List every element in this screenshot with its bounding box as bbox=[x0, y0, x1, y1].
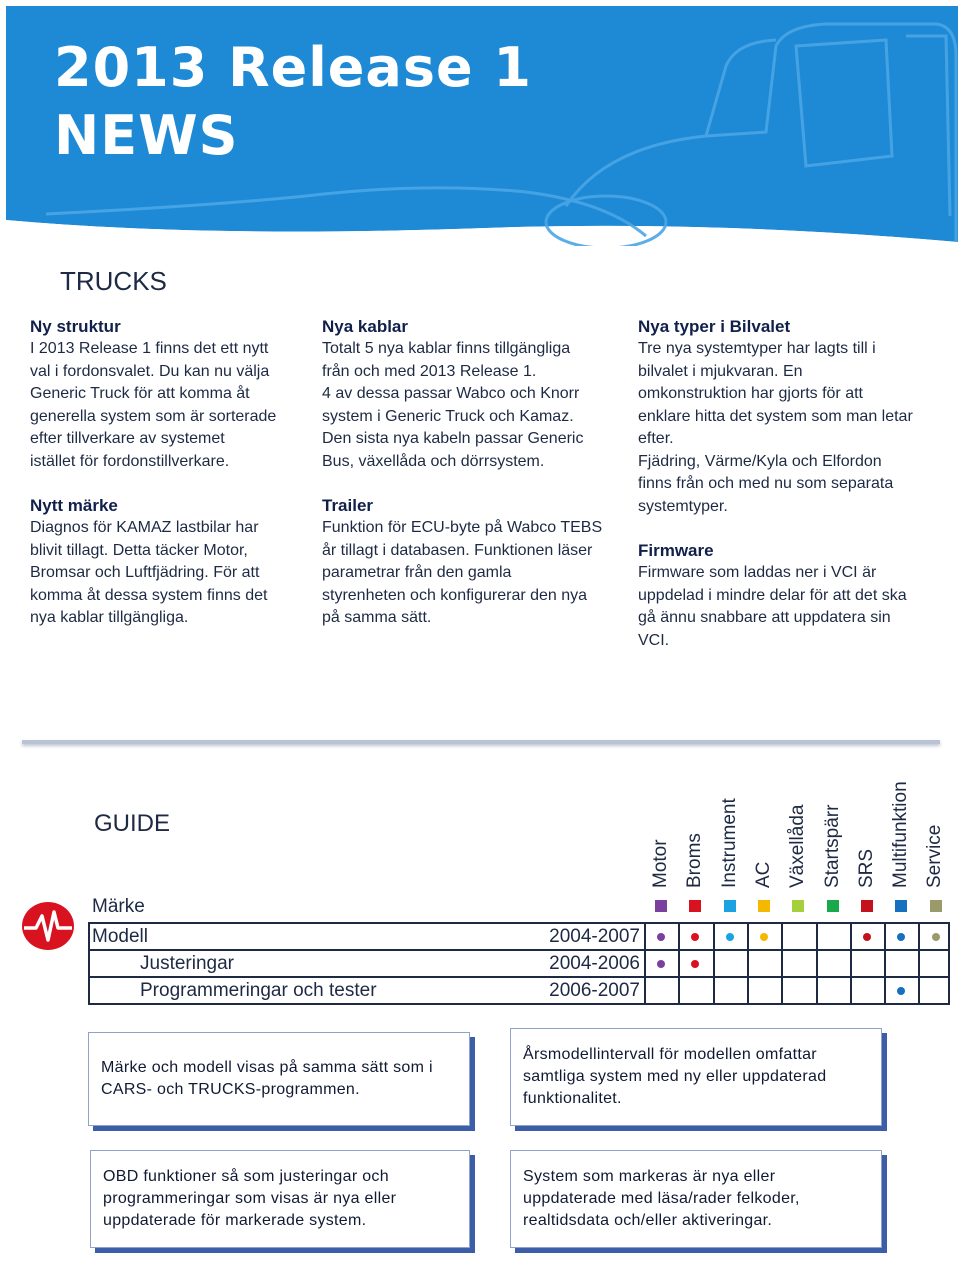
guide-row-years: 2004-2007 bbox=[549, 926, 640, 947]
system-color-swatch bbox=[792, 900, 804, 912]
news-block-body: Funktion för ECU-byte på Wabco TEBS år tillagt i databasen. Funktionen läser parametrar från den gamla styrenheten och konfigurerar den nya på samma sätt. bbox=[322, 519, 603, 626]
system-color-swatch bbox=[930, 900, 942, 912]
news-block-body: Firmware som laddas ner i VCI är uppdelad i mindre delar för att det ska gå ännu snabbare att uppdatera sin VCI. bbox=[638, 564, 907, 649]
system-color-swatch bbox=[724, 900, 736, 912]
system-header-label: Instrument bbox=[718, 798, 740, 888]
callout-box bbox=[510, 1150, 882, 1248]
system-marker-dot bbox=[760, 933, 768, 941]
news-block-body: Tre nya systemtyper har lagts till i bilvalet i mjukvaran. En omkonstruktion har gjorts för att enklare hitta det system som man letar efter. Fjädring, Värme/Kyla och Elfordon finns från och med nu som separata systemtyper. bbox=[638, 340, 913, 515]
system-header-label: SRS bbox=[855, 848, 877, 888]
system-marker-dot bbox=[691, 960, 699, 968]
system-marker-dot bbox=[726, 933, 734, 941]
news-block-body: I 2013 Release 1 finns det ett nytt val i fordonsvalet. Du kan nu välja Generic Truck för att komma åt generella system som är sorterade efter tillverkare av systemet istället för fordonstillverkare. bbox=[30, 340, 277, 470]
news-column-2 bbox=[322, 316, 612, 652]
system-header bbox=[678, 760, 712, 892]
table-grid-line bbox=[781, 922, 783, 1005]
callout-box bbox=[90, 1150, 470, 1248]
system-header-label: Startspärr bbox=[821, 804, 843, 888]
news-block-body: Diagnos för KAMAZ lastbilar har blivit tillagt. Detta täcker Motor, Bromsar och Luftfjädring. För att komma åt dessa system finns det nya kablar tillgängliga. bbox=[30, 519, 268, 626]
callout-box bbox=[510, 1028, 882, 1126]
system-header-label: Service bbox=[924, 824, 946, 888]
news-block bbox=[322, 495, 612, 630]
news-block bbox=[322, 316, 612, 473]
guide-brand-label: Märke bbox=[92, 896, 145, 917]
system-header bbox=[884, 760, 918, 892]
news-block bbox=[638, 316, 938, 518]
news-block-title: Trailer bbox=[322, 496, 374, 515]
system-color-swatch bbox=[827, 900, 839, 912]
system-header-label: Multifunktion bbox=[890, 781, 912, 888]
system-header bbox=[918, 760, 952, 892]
brand-logo-icon bbox=[20, 900, 76, 952]
system-header-label: Motor bbox=[650, 839, 671, 888]
system-marker-dot bbox=[657, 933, 665, 941]
section-heading-trucks: TRUCKS bbox=[60, 266, 167, 296]
table-grid-line bbox=[88, 922, 90, 1005]
news-column-3 bbox=[638, 316, 938, 674]
system-color-swatch bbox=[758, 900, 770, 912]
guide-table bbox=[88, 922, 950, 1004]
system-color-swatch bbox=[861, 900, 873, 912]
table-grid-line bbox=[678, 922, 680, 1005]
news-block-title: Nytt märke bbox=[30, 496, 118, 515]
guide-row-years: 2004-2006 bbox=[549, 953, 640, 974]
system-color-swatch bbox=[895, 900, 907, 912]
table-grid-line bbox=[918, 922, 920, 1005]
guide-heading: GUIDE bbox=[94, 810, 171, 837]
news-block-title: Firmware bbox=[638, 541, 714, 560]
system-marker-dot bbox=[897, 987, 905, 995]
guide-row-label: Programmeringar och tester bbox=[140, 980, 377, 1001]
callout-box bbox=[88, 1032, 470, 1126]
table-grid-line bbox=[948, 922, 950, 1005]
system-header bbox=[644, 760, 678, 892]
guide-row-label: Modell bbox=[92, 926, 148, 947]
system-marker-dot bbox=[897, 933, 905, 941]
banner-title-line2: NEWS bbox=[54, 104, 239, 167]
system-header-label: Växellåda bbox=[787, 804, 809, 888]
system-marker-dot bbox=[657, 960, 665, 968]
system-marker-dot bbox=[691, 933, 699, 941]
system-header-label: AC bbox=[752, 861, 774, 888]
news-block-body: Totalt 5 nya kablar finns tillgängliga från och med 2013 Release 1. 4 av dessa passar Wabco och Knorr system i Generic Truck och Kamaz. Den sista nya kabeln passar Generic Bus, växellåda och dörrsystem. bbox=[322, 340, 584, 470]
table-grid-line bbox=[747, 922, 749, 1005]
system-header bbox=[713, 760, 747, 892]
guide-row-years: 2006-2007 bbox=[549, 980, 640, 1001]
callout-text: System som markeras är nya eller uppdaterade med läsa/rader felkoder, realtidsdata och/eller aktiveringar. bbox=[523, 1168, 800, 1229]
guide-row-label: Justeringar bbox=[140, 953, 234, 974]
news-block-title: Nya kablar bbox=[322, 317, 408, 336]
table-grid-line bbox=[850, 922, 852, 1005]
system-color-swatch bbox=[689, 900, 701, 912]
table-grid-line bbox=[644, 922, 646, 1005]
system-header-label: Broms bbox=[684, 833, 706, 888]
table-grid-line bbox=[884, 922, 886, 1005]
table-grid-line bbox=[713, 922, 715, 1005]
table-grid-line bbox=[816, 922, 818, 1005]
callout-text: Årsmodellintervall för modellen omfattar samtliga system med ny eller uppdaterad funktionalitet. bbox=[523, 1046, 827, 1107]
banner-title-line1: 2013 Release 1 bbox=[54, 36, 533, 99]
system-marker-dot bbox=[932, 933, 940, 941]
system-header bbox=[747, 760, 781, 892]
callout-text: Märke och modell visas på samma sätt som i CARS- och TRUCKS-programmen. bbox=[101, 1059, 433, 1098]
news-block-title: Ny struktur bbox=[30, 317, 121, 336]
news-block bbox=[30, 495, 320, 630]
section-divider bbox=[22, 740, 940, 744]
system-header bbox=[850, 760, 884, 892]
news-banner bbox=[6, 6, 958, 246]
news-block-title: Nya typer i Bilvalet bbox=[638, 317, 791, 336]
system-marker-dot bbox=[863, 933, 871, 941]
callout-text: OBD funktioner så som justeringar och programmeringar som visas är nya eller uppdaterade för markerade system. bbox=[103, 1168, 397, 1229]
system-header bbox=[816, 760, 850, 892]
system-color-swatch bbox=[655, 900, 667, 912]
news-block bbox=[638, 540, 938, 652]
news-column-1 bbox=[30, 316, 320, 652]
news-block bbox=[30, 316, 320, 473]
system-header bbox=[781, 760, 815, 892]
